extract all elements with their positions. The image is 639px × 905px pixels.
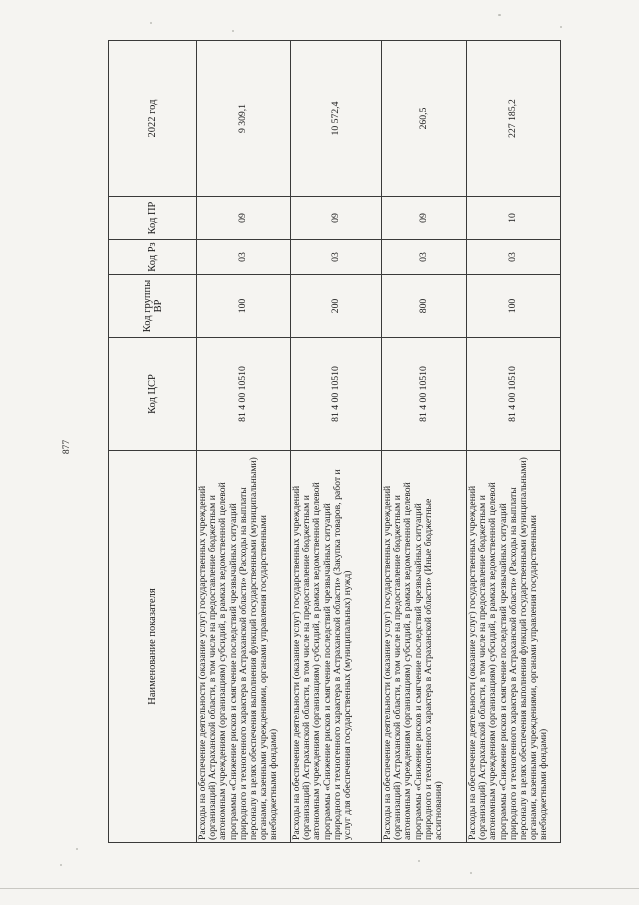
- table-row: [291, 41, 382, 843]
- rotated-table-wrapper: [108, 41, 560, 843]
- row-name: Расходы на обеспечение деятельности (оказание услуг) государственных учреждений (организаций) Астраханской области, в том числе на предоставление бюджетным и автономным учреждениям (организациям) субсидий, в рамках ведомственной целевой программы «Снижение рисков и смягчение последствий чрезвычайных ситуаций природного и техногенного характера в Астраханской области» (Закупка товаров, работ и услуг для обеспечения государственных (муниципальных) нужд): [291, 451, 382, 843]
- row-name: Расходы на обеспечение деятельности (оказание услуг) государственных учреждений (организаций) Астраханской области, в том числе на предоставление бюджетным и автономным учреждениям (организациям) субсидий, в рамках ведомственной целевой программы «Снижение рисков и смягчение последствий чрезвычайных ситуаций природного и техногенного характера в Астраханской области» (Расходы на выплаты персоналу в целях обеспечения выполнения функций государственными (муниципальными) органами, казенными учреждениями, органами управления государственными внебюджетными фондами): [467, 451, 561, 843]
- budget-table: [108, 40, 561, 843]
- row-vr: 800: [382, 275, 467, 338]
- header-csr: Код ЦСР: [109, 338, 197, 451]
- header-year: 2022 год: [109, 41, 197, 197]
- row-pr: 10: [467, 197, 561, 240]
- scan-speck: [76, 848, 78, 850]
- row-rz: 03: [382, 240, 467, 275]
- scan-speck: [150, 22, 152, 24]
- scan-speck: [418, 860, 420, 862]
- row-pr: 09: [291, 197, 382, 240]
- row-csr: 81 4 00 10510: [197, 338, 291, 451]
- row-pr: 09: [197, 197, 291, 240]
- row-vr: 100: [197, 275, 291, 338]
- scan-speck: [560, 26, 562, 28]
- row-rz: 03: [291, 240, 382, 275]
- header-name: Наименование показателя: [109, 451, 197, 843]
- header-pr: Код ПР: [109, 197, 197, 240]
- row-year-value: 227 185,2: [467, 41, 561, 197]
- scan-speck: [232, 30, 234, 32]
- header-rz: Код Рз: [109, 240, 197, 275]
- row-csr: 81 4 00 10510: [467, 338, 561, 451]
- page-number: 877: [62, 439, 72, 455]
- scan-speck: [498, 14, 501, 16]
- row-name: Расходы на обеспечение деятельности (оказание услуг) государственных учреждений (организаций) Астраханской области, в том числе на предоставление бюджетным и автономным учреждениям (организациям) субсидий, в рамках ведомственной целевой программы «Снижение рисков и смягчение последствий чрезвычайных ситуаций природного и техногенного характера в Астраханской области» (Иные бюджетные ассигнования): [382, 451, 467, 843]
- row-year-value: 10 572,4: [291, 41, 382, 197]
- row-vr: 100: [467, 275, 561, 338]
- row-csr: 81 4 00 10510: [291, 338, 382, 451]
- row-name: Расходы на обеспечение деятельности (оказание услуг) государственных учреждений (организаций) Астраханской области, в том числе на предоставление бюджетным и автономным учреждениям (организациям) субсидий, в рамках ведомственной целевой программы «Снижение рисков и смягчение последствий чрезвычайных ситуаций природного и техногенного характера в Астраханской области» (Расходы на выплаты персоналу в целях обеспечения выполнения функций государственными (муниципальными) органами, казенными учреждениями, органами управления государственными внебюджетными фондами): [197, 451, 291, 843]
- row-rz: 03: [467, 240, 561, 275]
- row-pr: 09: [382, 197, 467, 240]
- row-rz: 03: [197, 240, 291, 275]
- table-row: [197, 41, 291, 843]
- table-row: [382, 41, 467, 843]
- table-row: [467, 41, 561, 843]
- table-header-row: [109, 41, 197, 843]
- header-vr: Код группы ВР: [109, 275, 197, 338]
- row-vr: 200: [291, 275, 382, 338]
- scan-edge-line: [0, 888, 639, 889]
- scan-speck: [60, 864, 62, 866]
- scan-speck: [470, 872, 472, 874]
- row-csr: 81 4 00 10510: [382, 338, 467, 451]
- row-year-value: 9 309,1: [197, 41, 291, 197]
- row-year-value: 260,5: [382, 41, 467, 197]
